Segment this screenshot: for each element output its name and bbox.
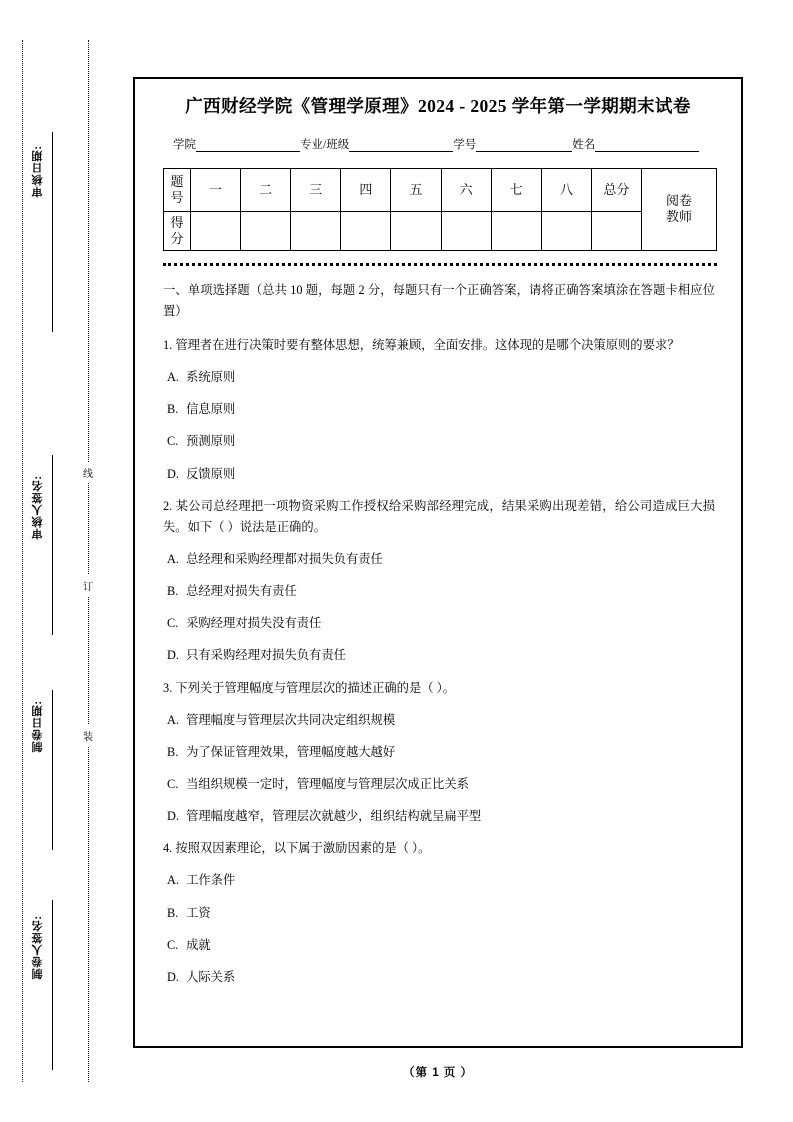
score-cell-1[interactable] xyxy=(191,211,241,250)
question-2-option-a-letter: A. xyxy=(167,552,179,567)
student-info-line xyxy=(149,136,727,152)
field-major-class xyxy=(300,136,453,152)
score-table xyxy=(163,168,717,251)
row-label-char-3: 得 xyxy=(170,214,184,230)
column-header-total: 总分 xyxy=(591,168,641,211)
question-2-text: 某公司总经理把一项物资采购工作授权给采购部经理完成，结果采购出现差错，给公司造成巨大损失。如下（ ）说法是正确的。 xyxy=(163,498,715,534)
column-header-6: 六 xyxy=(441,168,491,211)
question-3-option-a-text: 管理幅度与管理层次共同决定组织规模 xyxy=(186,712,396,727)
section-divider xyxy=(163,263,717,270)
question-3-option-a[interactable] xyxy=(167,710,715,731)
margin-rule-2 xyxy=(52,455,53,635)
question-3-option-c-text: 当组织规模一定时，管理幅度与管理层次成正比关系 xyxy=(186,777,469,791)
question-4-option-c-text: 成就 xyxy=(186,937,211,952)
table-row-question-numbers xyxy=(164,168,717,211)
question-2-option-a[interactable] xyxy=(167,549,715,570)
compile-date-label: 制卷日期: xyxy=(32,700,44,753)
field-student-id-input[interactable] xyxy=(476,139,572,152)
field-major-class-label: 专业/班级 xyxy=(300,138,350,151)
score-cell-7[interactable] xyxy=(491,211,541,250)
question-3-option-b[interactable] xyxy=(167,742,715,763)
question-1-option-a[interactable] xyxy=(167,367,715,388)
margin-rule-4 xyxy=(52,900,53,1070)
column-header-grading-teacher xyxy=(642,168,717,250)
question-1-text: 管理者在进行决策时要有整体思想，统筹兼顾，全面安排。这体现的是哪个决策原则的要求？ xyxy=(175,338,680,353)
question-2-number: 2. xyxy=(163,498,173,513)
question-4-option-b-letter: B. xyxy=(167,905,179,920)
question-1-option-d[interactable] xyxy=(167,464,715,485)
score-cell-8[interactable] xyxy=(541,211,591,250)
question-3 xyxy=(163,678,715,699)
question-4-option-c-letter: C. xyxy=(167,937,179,952)
field-student-id-label: 学号 xyxy=(453,138,477,151)
question-1-option-c-letter: C. xyxy=(167,434,179,449)
question-1-option-d-letter: D. xyxy=(167,466,179,481)
row-label-char-4: 分 xyxy=(170,230,184,246)
question-4-number: 4. xyxy=(163,841,173,856)
field-college-label: 学院 xyxy=(173,138,196,151)
question-4-option-a[interactable] xyxy=(167,870,715,891)
column-header-4: 四 xyxy=(341,168,391,211)
question-3-text: 下列关于管理幅度与管理层次的描述正确的是（ ）。 xyxy=(175,680,456,695)
question-1-option-c[interactable] xyxy=(167,431,715,452)
question-3-option-b-text: 为了保证管理效果，管理幅度越大越好 xyxy=(186,744,396,759)
column-header-8: 八 xyxy=(541,168,591,211)
question-3-option-d-letter: D. xyxy=(167,809,179,824)
question-3-option-d[interactable] xyxy=(167,806,715,827)
score-cell-2[interactable] xyxy=(241,211,291,250)
question-1-option-c-text: 预测原则 xyxy=(186,434,236,449)
seal-char-ding: 订 xyxy=(81,575,95,596)
question-3-option-b-letter: B. xyxy=(167,744,179,759)
question-4-option-d-letter: D. xyxy=(167,969,179,984)
question-3-option-a-letter: A. xyxy=(167,712,179,727)
question-4-option-b-text: 工资 xyxy=(186,905,211,920)
row-label-question-number xyxy=(164,168,191,211)
field-college-input[interactable] xyxy=(196,139,300,152)
question-1-option-b[interactable] xyxy=(167,399,715,420)
question-1 xyxy=(163,335,715,356)
column-header-2: 二 xyxy=(241,168,291,211)
question-2-option-b[interactable] xyxy=(167,581,715,602)
score-cell-total[interactable] xyxy=(591,211,641,250)
compiler-signature-label: 制卷人签名: xyxy=(32,915,44,980)
score-table-container xyxy=(163,168,717,251)
field-name-input[interactable] xyxy=(595,139,699,152)
row-label-score xyxy=(164,211,191,250)
score-cell-4[interactable] xyxy=(341,211,391,250)
exam-paper-frame xyxy=(133,77,743,1048)
row-label-char-1: 题 xyxy=(170,173,184,189)
field-student-id xyxy=(453,136,572,152)
seal-char-zhuang: 装 xyxy=(81,725,95,746)
question-3-option-c-letter: C. xyxy=(167,777,179,791)
question-2-option-b-text: 总经理对损失有责任 xyxy=(186,584,297,599)
column-header-5: 五 xyxy=(391,168,441,211)
score-cell-3[interactable] xyxy=(291,211,341,250)
left-binding-margin xyxy=(0,0,133,1122)
question-content xyxy=(163,280,715,988)
grading-teacher-line-1: 阅卷 xyxy=(665,193,692,208)
inner-dotted-rule xyxy=(88,40,89,1082)
question-2-option-d-letter: D. xyxy=(167,648,179,663)
question-2 xyxy=(163,496,715,538)
question-2-option-c-letter: C. xyxy=(167,616,179,631)
page-number-footer: （第 1 页 ） xyxy=(403,1067,473,1079)
question-2-option-d[interactable] xyxy=(167,645,715,666)
seal-char-xian: 线 xyxy=(81,462,95,483)
question-1-option-a-letter: A. xyxy=(167,370,179,385)
question-1-option-d-text: 反馈原则 xyxy=(186,466,236,481)
margin-rule-3 xyxy=(52,690,53,850)
question-3-option-c[interactable] xyxy=(167,774,715,795)
page-title: 广西财经学院《管理学原理》2024 - 2025 学年第一学期期末试卷 xyxy=(185,96,691,116)
field-name xyxy=(572,136,699,152)
question-4-option-b[interactable] xyxy=(167,903,715,924)
question-1-number: 1. xyxy=(163,338,173,353)
question-1-option-a-text: 系统原则 xyxy=(186,370,236,385)
question-4 xyxy=(163,838,715,859)
score-cell-6[interactable] xyxy=(441,211,491,250)
column-header-7: 七 xyxy=(491,168,541,211)
question-3-option-d-text: 管理幅度越窄，管理层次就越少，组织结构就呈扁平型 xyxy=(186,809,482,824)
question-4-option-d[interactable] xyxy=(167,967,715,988)
question-4-option-a-letter: A. xyxy=(167,873,179,888)
table-row-scores xyxy=(164,211,717,250)
review-date-label: 审核日期: xyxy=(32,145,44,198)
question-2-option-a-text: 总经理和采购经理都对损失负有责任 xyxy=(186,552,383,567)
question-2-option-c[interactable] xyxy=(167,613,715,634)
question-4-option-a-text: 工作条件 xyxy=(186,873,236,888)
margin-rule-1 xyxy=(52,132,53,332)
row-label-char-2: 号 xyxy=(170,189,184,205)
question-4-option-c[interactable] xyxy=(167,935,715,956)
question-1-option-b-text: 信息原则 xyxy=(186,402,236,417)
reviewer-signature-label: 审核人签名: xyxy=(32,475,44,540)
outer-dotted-rule xyxy=(22,40,23,1082)
section-heading: 一、单项选择题（总共 10 题，每题 2 分，每题只有一个正确答案，请将正确答案填涂在答题卡相应位置） xyxy=(163,282,715,318)
column-header-1: 一 xyxy=(191,168,241,211)
question-4-option-d-text: 人际关系 xyxy=(186,969,236,984)
question-2-option-d-text: 只有采购经理对损失负有责任 xyxy=(186,648,346,663)
question-2-option-c-text: 采购经理对损失没有责任 xyxy=(186,616,322,631)
score-cell-5[interactable] xyxy=(391,211,441,250)
question-4-text: 按照双因素理论，以下属于激励因素的是（ ）。 xyxy=(175,841,431,856)
field-name-label: 姓名 xyxy=(572,138,596,151)
field-college xyxy=(173,136,300,152)
grading-teacher-line-2: 教师 xyxy=(665,209,692,225)
question-3-number: 3. xyxy=(163,680,173,695)
field-major-class-input[interactable] xyxy=(349,139,453,152)
question-2-option-b-letter: B. xyxy=(167,584,179,599)
column-header-3: 三 xyxy=(291,168,341,211)
question-1-option-b-letter: B. xyxy=(167,402,179,417)
